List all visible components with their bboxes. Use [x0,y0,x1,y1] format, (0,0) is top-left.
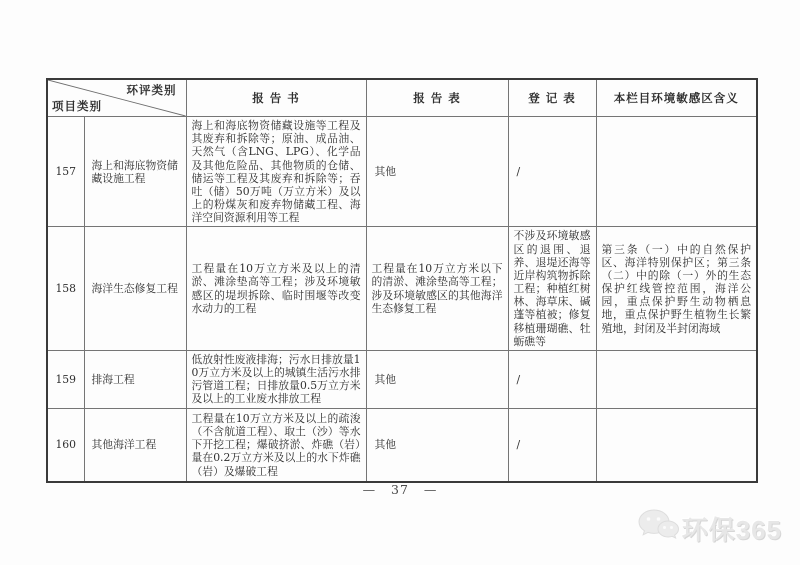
registration-form-criteria: / [508,408,596,482]
report-form-criteria: 其他 [366,350,508,408]
report-book-criteria: 工程量在10万立方米及以上的清淤、滩涂垫高等工程；涉及环境敏感区的堤坝拆除、临时围堰等改变水动力的工程 [186,227,366,351]
project-name: 海上和海底物资储藏设施工程 [84,117,186,227]
row-number: 158 [47,227,84,351]
sensitive-area-meaning [596,350,757,408]
registration-form-criteria: / [508,117,596,227]
row-number: 160 [47,408,84,482]
watermark [637,508,782,549]
header-registration-form: 登 记 表 [508,79,596,117]
report-form-criteria: 其他 [366,408,508,482]
project-name: 其他海洋工程 [84,408,186,482]
header-eia-category-label: 环评类别 [126,83,177,97]
diagonal-header-cell [47,79,186,117]
watermark-text: 环保365 [681,515,782,545]
report-book-criteria: 海上和海底物资储藏设施等工程及其废弃和拆除等；原油、成品油、天然气（含LNG、LPG）、化学品及其他危险品、其他物质的仓储、储运等工程及其废弃和拆除等；吞吐（储）50万吨（万立方米）及以上的粉煤灰和废弃物储藏工程、海洋空间资源利用等工程 [186,117,366,227]
project-name: 海洋生态修复工程 [84,227,186,351]
header-report-book: 报 告 书 [186,79,366,117]
table-header-row [47,79,757,117]
header-sensitive-meaning: 本栏目环境敏感区含义 [596,79,757,117]
sensitive-area-meaning [596,117,757,227]
sensitive-area-meaning [596,408,757,482]
registration-form-criteria: / [508,350,596,408]
row-number: 157 [47,117,84,227]
header-project-category-label: 项目类别 [52,98,102,113]
header-report-form: 报 告 表 [366,79,508,117]
page-number: — 37 — [362,482,438,497]
table-row-158 [47,227,757,351]
row-number: 159 [47,350,84,408]
report-form-criteria: 工程量在10万立方米以下的清淤、滩涂垫高等工程；涉及环境敏感区的其他海洋生态修复工程 [366,227,508,351]
eia-category-table [46,78,758,483]
sensitive-area-meaning: 第三条（一）中的自然保护区、海洋特别保护区；第三条（二）中的除（一）外的生态保护红线管控范围，海洋公园，重点保护野生动物栖息地，重点保护野生植物生长繁殖地，封闭及半封闭海域 [596,227,757,351]
table-row-159 [47,350,757,408]
report-book-criteria: 低放射性废液排海；污水日排放量10万立方米及以上的城镇生活污水排污管道工程；日排放量0.5万立方米及以上的工业废水排放工程 [186,350,366,408]
project-name: 排海工程 [84,350,186,408]
table-row-157 [47,117,757,227]
table-row-160 [47,408,757,482]
registration-form-criteria: 不涉及环境敏感区的退围、退养、退堤还海等近岸构筑物拆除工程；种植红树林、海草床、碱蓬等植被；修复移植珊瑚礁、牡蛎礁等 [508,227,596,351]
report-book-criteria: 工程量在10万立方米及以上的疏浚（不含航道工程）、取土（沙）等水下开挖工程；爆破挤淤、炸礁（岩）量在0.2万立方米及以上的水下炸礁（岩）及爆破工程 [186,408,366,482]
report-form-criteria: 其他 [366,117,508,227]
wechat-icon [637,508,679,549]
